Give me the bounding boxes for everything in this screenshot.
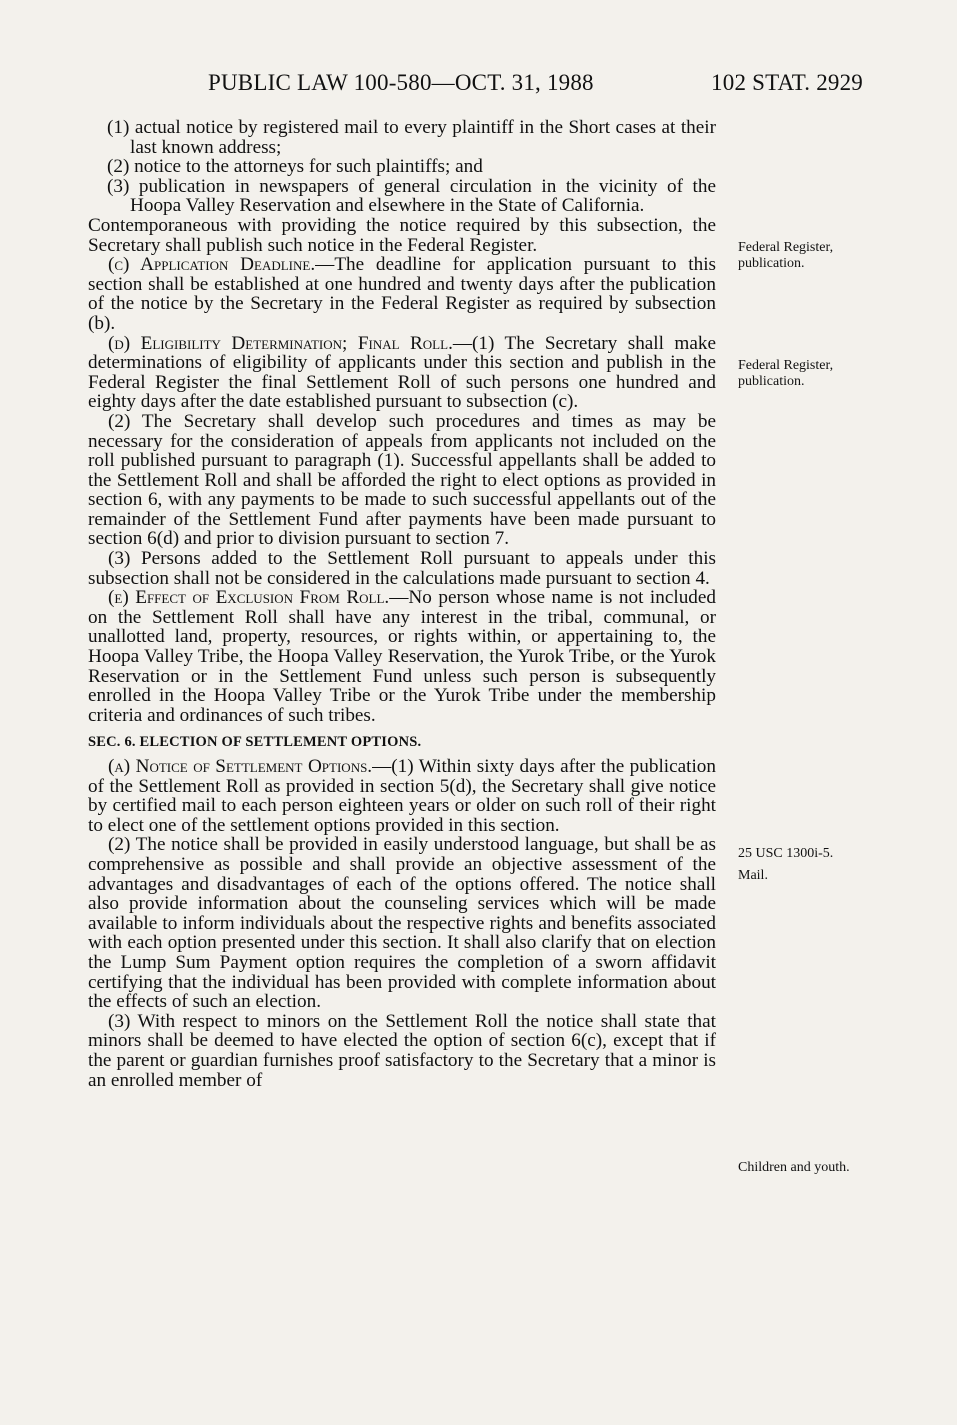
main-text	[88, 118, 716, 1090]
subsection-a-heading: (a) Notice of Settlement Options.	[108, 756, 373, 777]
list-item-1: (1) actual notice by registered mail to every plaintiff in the Short cases at their last known address;	[107, 117, 716, 158]
subsection-c-text: —The deadline for application pursuant to this section shall be established at one hundred and twenty days after the publication of the notice by the Secretary in the Federal Register as required by subsection (b).	[88, 254, 716, 334]
page-header	[208, 70, 863, 100]
list-item-2: (2) notice to the attorneys for such plaintiffs; and	[107, 156, 483, 178]
subsection-d-3: (3) Persons added to the Settlement Roll pursuant to appeals under this subsection shall not be considered in the calculations made pursuant to section 4.	[88, 548, 716, 589]
subsection-d-text: —(1) The Secretary shall make determinations of eligibility of applicants under this section and publish in the Federal Register the final Settlement Roll of such persons one hundred and eighty days after the date established pursuant to subsection (c).	[88, 332, 716, 413]
subsection-c-heading: (c) Application Deadline.	[108, 254, 316, 276]
contemporaneous-paragraph: Contemporaneous with providing the notice required by this subsection, the Secretary shall publish such notice in the Federal Register.	[88, 214, 716, 256]
subsection-d-heading: (d) Eligibility Determination; Final Roll.	[108, 332, 453, 354]
margin-note-federal-register-2: Federal Register, publication.	[738, 358, 834, 389]
subsection-e-text: —No person whose name is not included on the Settlement Roll shall have any interest in the tribal, communal, or unallotted land, property, resources, or rights within, or appertaining to, the Hoopa Valley Tribe, the Hoopa Valley Reservation, the Yurok Tribe, or the Yurok Reservation or in the Settlement Fund unless such person is subsequently enrolled in the Hoopa Valley Tribe or the Yurok Tribe under the membership criteria and ordinances of such tribes.	[88, 587, 716, 726]
subsection-a-2: (2) The notice shall be provided in easily understood language, but shall be as comprehensive as possible and shall provide an objective assessment of the advantages and disadvantages of each of the options offered. The notice shall also provide information about the counseling services which will be made available to inform individuals about the respective rights and benefits associated with each option presented under this section. It shall also clarify that on election the Lump Sum Payment option requires the completion of a sworn affidavit certifying that the individual has been provided with complete information about the effects of such an election.	[88, 834, 716, 1013]
margin-note-mail: Mail.	[738, 868, 768, 883]
header-stat-page: 102 STAT. 2929	[711, 70, 863, 95]
margin-note-children: Children and youth.	[738, 1160, 850, 1175]
header-law-citation: PUBLIC LAW 100-580—OCT. 31, 1988	[208, 70, 594, 95]
subsection-a	[88, 757, 716, 835]
margin-note-usc: 25 USC 1300i-5.	[738, 846, 834, 861]
section-6-heading: SEC. 6. ELECTION OF SETTLEMENT OPTIONS.	[88, 734, 422, 751]
subsection-d-2: (2) The Secretary shall develop such procedures and times as may be necessary for the consideration of appeals from applicants not included on the roll published pursuant to paragraph (1). Successful appellants shall be added to the Settlement Roll and shall be afforded the right to elect options as provided in section 6, with any payments to be made to such successful appellants out of the remainder of the Settlement Fund after payments have been made pursuant to section 6(d) and prior to division pursuant to section 7.	[88, 410, 716, 550]
subsection-e	[88, 588, 716, 725]
subsection-a-text: —(1) Within sixty days after the publication of the Settlement Roll as provided in section 5(d), the Secretary shall give notice by certified mail to each person eighteen years or older on such roll of their right to elect one of the settlement options provided in this section.	[88, 756, 716, 836]
subsection-d	[88, 334, 716, 412]
subsection-c	[88, 255, 716, 333]
margin-note-federal-register-1: Federal Register, publication.	[738, 240, 834, 271]
subsection-e-heading: (e) Effect of Exclusion From Roll.	[108, 587, 390, 609]
list-item-3: (3) publication in newspapers of general circulation in the vicinity of the Hoopa Valley Reservation and elsewhere in the State of California.	[107, 175, 716, 217]
subsection-a-3: (3) With respect to minors on the Settlement Roll the notice shall state that minors shall be deemed to have elected the option of section 6(c), except that if the parent or guardian furnishes proof satisfactory to the Secretary that a minor is an enrolled member of	[88, 1010, 716, 1091]
